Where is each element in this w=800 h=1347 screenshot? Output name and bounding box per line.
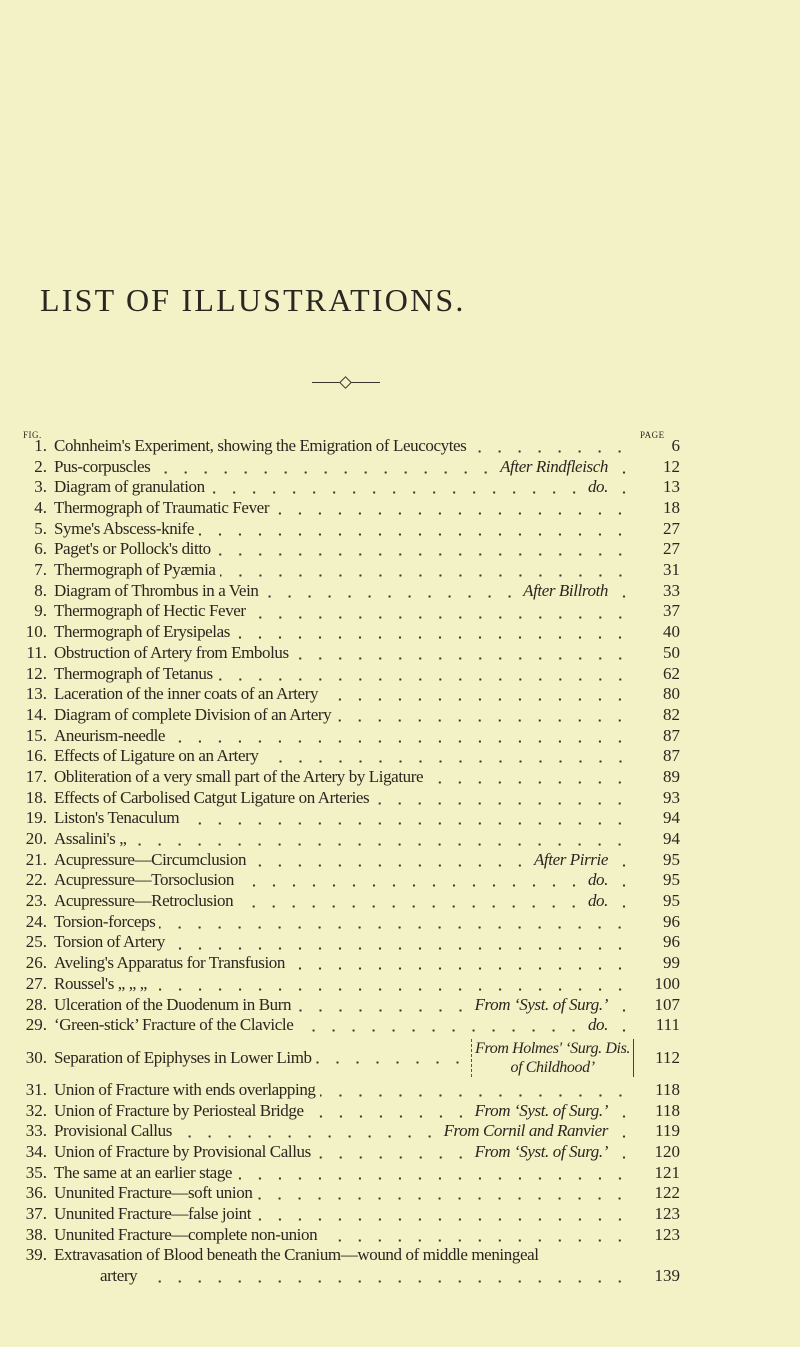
figure-title: Assalini's „ <box>54 829 127 849</box>
page-number: 27 <box>663 539 680 559</box>
page-number: 33 <box>663 580 680 600</box>
page-number: 96 <box>663 932 680 952</box>
figure-number: 16. <box>25 746 47 766</box>
dot-leader <box>169 933 630 954</box>
page-number: 89 <box>663 766 680 786</box>
figure-title-continued: artery <box>100 1266 138 1286</box>
figure-title: Union of Fracture with ends overlapping <box>54 1079 316 1099</box>
dot-leader <box>293 643 630 664</box>
fig-column-header: FIG. <box>23 430 42 440</box>
dot-leader <box>255 1204 630 1225</box>
page-number: 121 <box>654 1162 680 1182</box>
dot-leader <box>322 684 630 705</box>
figure-title: Effects of Ligature on an Artery <box>54 746 259 766</box>
figure-title: Provisional Callus <box>54 1121 172 1141</box>
page-number: 123 <box>654 1204 680 1224</box>
list-item <box>0 1204 680 1225</box>
page-number: 18 <box>663 498 680 518</box>
dot-leader <box>315 1142 471 1163</box>
figure-title: Effects of Carbolised Catgut Ligature on Arteries <box>54 787 370 807</box>
dot-leader <box>256 1183 630 1204</box>
figure-number: 1. <box>34 435 47 455</box>
list-item <box>0 1080 680 1101</box>
dot-leader <box>289 953 630 974</box>
page-number: 94 <box>663 808 680 828</box>
page-number: 12 <box>663 456 680 476</box>
figure-title: Torsion-forceps <box>54 911 156 931</box>
dot-leader <box>612 850 634 871</box>
page-number: 80 <box>663 684 680 704</box>
figure-title: Ununited Fracture—complete non-union <box>54 1224 318 1244</box>
page-number: 95 <box>663 891 680 911</box>
dot-leader <box>427 767 630 788</box>
figure-number: 6. <box>34 539 47 559</box>
figure-number: 12. <box>25 663 47 683</box>
page-number: 100 <box>654 973 680 993</box>
figure-source-line: From Holmes' ‘Surg. Dis. <box>475 1039 630 1057</box>
figure-number: 11. <box>26 642 47 662</box>
figure-source: After Pirrie <box>533 849 608 869</box>
list-item <box>0 477 680 498</box>
figure-title: Thermograph of Pyæmia <box>54 560 216 580</box>
figure-number: 21. <box>25 849 47 869</box>
list-item <box>0 1245 680 1287</box>
list-item <box>0 891 680 912</box>
dot-leader <box>612 457 634 478</box>
list-item <box>0 953 680 974</box>
list-item <box>0 539 680 560</box>
list-item <box>0 1225 680 1246</box>
page-number: 122 <box>654 1183 680 1203</box>
figure-title: Diagram of Thrombus in a Vein <box>54 580 259 600</box>
figure-source: After Rindfleisch <box>500 456 608 476</box>
dot-leader <box>263 746 631 767</box>
figure-title: Thermograph of Erysipelas <box>54 622 230 642</box>
figure-number: 14. <box>25 704 47 724</box>
dot-leader <box>320 1080 630 1101</box>
page-number: 118 <box>655 1100 680 1120</box>
figure-title: Cohnheim's Experiment, showing the Emigration of Leucocytes <box>54 435 467 455</box>
page-number: 96 <box>663 911 680 931</box>
figure-number: 28. <box>25 994 47 1014</box>
list-item <box>0 457 680 478</box>
figure-title: Aveling's Apparatus for Transfusion <box>54 953 285 973</box>
page-title: LIST OF ILLUSTRATIONS. <box>40 282 466 318</box>
dot-leader <box>250 602 630 623</box>
list-item <box>0 664 680 685</box>
figure-source <box>471 1039 634 1077</box>
dot-leader <box>154 457 496 478</box>
dot-leader <box>169 726 630 747</box>
page-number: 107 <box>654 994 680 1014</box>
figure-number: 13. <box>25 684 47 704</box>
figure-title: Laceration of the inner coats of an Artery <box>54 684 319 704</box>
figure-title: Pus-corpuscles <box>54 456 151 476</box>
figure-number: 22. <box>25 870 47 890</box>
figure-number: 33. <box>25 1121 47 1141</box>
dot-leader <box>215 539 630 560</box>
list-item <box>0 788 680 809</box>
figure-title: Thermograph of Traumatic Fever <box>54 498 270 518</box>
figure-number: 34. <box>25 1141 47 1161</box>
page-number: 94 <box>663 829 680 849</box>
page-number: 13 <box>663 477 680 497</box>
dot-leader <box>217 664 630 685</box>
page-number: 118 <box>655 1079 680 1099</box>
figure-number: 17. <box>25 766 47 786</box>
dot-leader <box>612 477 634 498</box>
dot-leader <box>612 891 634 912</box>
dot-leader <box>612 870 634 891</box>
figure-title: Obstruction of Artery from Embolus <box>54 642 289 662</box>
figure-title: Aneurism-needle <box>54 725 166 745</box>
figure-source: do. <box>587 477 608 497</box>
page-number: 87 <box>663 746 680 766</box>
list-item <box>0 726 680 747</box>
dot-leader <box>237 891 584 912</box>
figure-number: 27. <box>25 973 47 993</box>
dot-leader <box>612 1142 634 1163</box>
list-item <box>0 602 680 623</box>
list-item <box>0 808 680 829</box>
figure-source: do. <box>587 1015 608 1035</box>
list-item <box>0 1163 680 1184</box>
dot-leader <box>141 1266 630 1287</box>
figure-number: 38. <box>25 1224 47 1244</box>
dot-leader <box>612 581 634 602</box>
page-number: 112 <box>655 1047 680 1067</box>
list-item <box>0 1015 680 1036</box>
list-item <box>0 498 680 519</box>
figure-source: From ‘Syst. of Surg.’ <box>474 1100 608 1120</box>
illustrations-list <box>0 436 680 1287</box>
figure-title: Diagram of granulation <box>54 477 205 497</box>
dot-leader <box>612 1101 634 1122</box>
list-item <box>0 912 680 933</box>
list-item <box>0 1036 680 1080</box>
page-number: 139 <box>654 1266 680 1286</box>
figure-number: 29. <box>25 1015 47 1035</box>
dot-leader <box>250 850 530 871</box>
page-number: 87 <box>663 725 680 745</box>
page-number: 37 <box>663 601 680 621</box>
page-number: 93 <box>663 787 680 807</box>
dot-leader <box>130 829 630 850</box>
list-item <box>0 519 680 540</box>
figure-title: Separation of Epiphyses in Lower Limb <box>54 1047 312 1067</box>
page-number: 6 <box>671 435 680 455</box>
page-column-header: PAGE <box>640 430 665 440</box>
list-item <box>0 705 680 726</box>
dot-leader <box>612 995 634 1016</box>
list-item <box>0 850 680 871</box>
dot-leader <box>236 1163 630 1184</box>
figure-title: The same at an earlier stage <box>54 1162 233 1182</box>
list-item <box>0 436 680 457</box>
page-number: 50 <box>663 642 680 662</box>
figure-source: do. <box>587 891 608 911</box>
figure-number: 2. <box>34 456 47 476</box>
dot-leader <box>470 436 630 457</box>
figure-number: 24. <box>25 911 47 931</box>
figure-title: Union of Fracture by Provisional Callus <box>54 1141 311 1161</box>
list-item <box>0 974 680 995</box>
dot-leader <box>238 870 584 891</box>
figure-number: 36. <box>25 1183 47 1203</box>
page-number: 82 <box>663 704 680 724</box>
dot-leader <box>220 560 630 581</box>
dot-leader <box>151 974 630 995</box>
figure-title: Extravasation of Blood beneath the Cranium—wound of middle meningeal <box>54 1245 539 1265</box>
list-item <box>0 560 680 581</box>
list-item <box>0 1101 680 1122</box>
dot-leader <box>295 995 470 1016</box>
figure-title: Thermograph of Tetanus <box>54 663 213 683</box>
figure-number: 3. <box>34 477 47 497</box>
figure-title: Ulceration of the Duodenum in Burn <box>54 994 292 1014</box>
list-item <box>0 933 680 954</box>
figure-number: 8. <box>34 580 47 600</box>
figure-number: 7. <box>34 560 47 580</box>
dot-leader <box>321 1225 630 1246</box>
figure-title: Acupressure—Torsoclusion <box>54 870 234 890</box>
figure-number: 5. <box>34 518 47 538</box>
figure-source: From ‘Syst. of Surg.’ <box>474 1141 608 1161</box>
figure-source: From Cornil and Ranvier <box>443 1121 608 1141</box>
figure-title: Thermograph of Hectic Fever <box>54 601 246 621</box>
dot-leader <box>297 1015 584 1036</box>
list-item <box>0 1121 680 1142</box>
figure-number: 20. <box>25 829 47 849</box>
page-number: 95 <box>663 870 680 890</box>
figure-title: Roussel's „ „ „ <box>54 973 147 993</box>
dot-leader <box>612 1015 634 1036</box>
dot-leader <box>316 1036 468 1080</box>
figure-number: 35. <box>25 1162 47 1182</box>
dot-leader <box>373 788 630 809</box>
page-number: 119 <box>655 1121 680 1141</box>
list-item <box>0 829 680 850</box>
figure-title: Syme's Abscess-knife <box>54 518 195 538</box>
list-item <box>0 643 680 664</box>
list-item <box>0 870 680 891</box>
list-item <box>0 581 680 602</box>
figure-number: 39. <box>25 1245 47 1265</box>
page-number: 123 <box>654 1224 680 1244</box>
ornament-divider <box>312 378 380 386</box>
dot-leader <box>263 581 520 602</box>
figure-source-line: of Childhood’ <box>510 1058 595 1076</box>
figure-number: 15. <box>25 725 47 745</box>
figure-title: Paget's or Pollock's ditto <box>54 539 211 559</box>
list-item <box>0 767 680 788</box>
page-number: 27 <box>663 518 680 538</box>
figure-title: Acupressure—Circumclusion <box>54 849 247 869</box>
page-number: 31 <box>663 560 680 580</box>
figure-title: Liston's Tenaculum <box>54 808 180 828</box>
figure-title: Diagram of complete Division of an Artery <box>54 704 332 724</box>
figure-number: 18. <box>25 787 47 807</box>
dot-leader <box>183 808 630 829</box>
dot-leader <box>273 498 630 519</box>
dot-leader <box>234 622 630 643</box>
figure-title: Ununited Fracture—soft union <box>54 1183 253 1203</box>
figure-number: 26. <box>25 953 47 973</box>
dot-leader <box>176 1121 440 1142</box>
figure-number: 37. <box>25 1204 47 1224</box>
figure-source: do. <box>587 870 608 890</box>
figure-number: 23. <box>25 891 47 911</box>
list-item <box>0 1142 680 1163</box>
figure-source: After Billroth <box>523 580 608 600</box>
page-number: 40 <box>663 622 680 642</box>
list-item <box>0 622 680 643</box>
page-number: 62 <box>663 663 680 683</box>
list-item <box>0 1183 680 1204</box>
list-item <box>0 995 680 1016</box>
page-number: 95 <box>663 849 680 869</box>
figure-number: 30. <box>25 1047 47 1067</box>
figure-number: 4. <box>34 498 47 518</box>
figure-title: ‘Green-stick’ Fracture of the Clavicle <box>54 1015 294 1035</box>
page-number: 111 <box>655 1015 680 1035</box>
figure-number: 9. <box>34 601 47 621</box>
list-item <box>0 746 680 767</box>
figure-number: 10. <box>25 622 47 642</box>
figure-number: 19. <box>25 808 47 828</box>
figure-source: From ‘Syst. of Surg.’ <box>474 994 608 1014</box>
figure-title: Torsion of Artery <box>54 932 165 952</box>
dot-leader <box>159 912 630 933</box>
figure-title: Union of Fracture by Periosteal Bridge <box>54 1100 304 1120</box>
figure-number: 32. <box>25 1100 47 1120</box>
dot-leader <box>198 519 630 540</box>
dot-leader <box>335 705 630 726</box>
list-item <box>0 684 680 705</box>
figure-number: 31. <box>25 1079 47 1099</box>
figure-number: 25. <box>25 932 47 952</box>
figure-title: Acupressure—Retroclusion <box>54 891 234 911</box>
page-number: 99 <box>663 953 680 973</box>
figure-title: Ununited Fracture—false joint <box>54 1204 252 1224</box>
page-number: 120 <box>654 1141 680 1161</box>
dot-leader <box>612 1121 634 1142</box>
figure-title: Obliteration of a very small part of the Artery by Ligature <box>54 766 424 786</box>
dot-leader <box>308 1101 471 1122</box>
dot-leader <box>209 477 584 498</box>
